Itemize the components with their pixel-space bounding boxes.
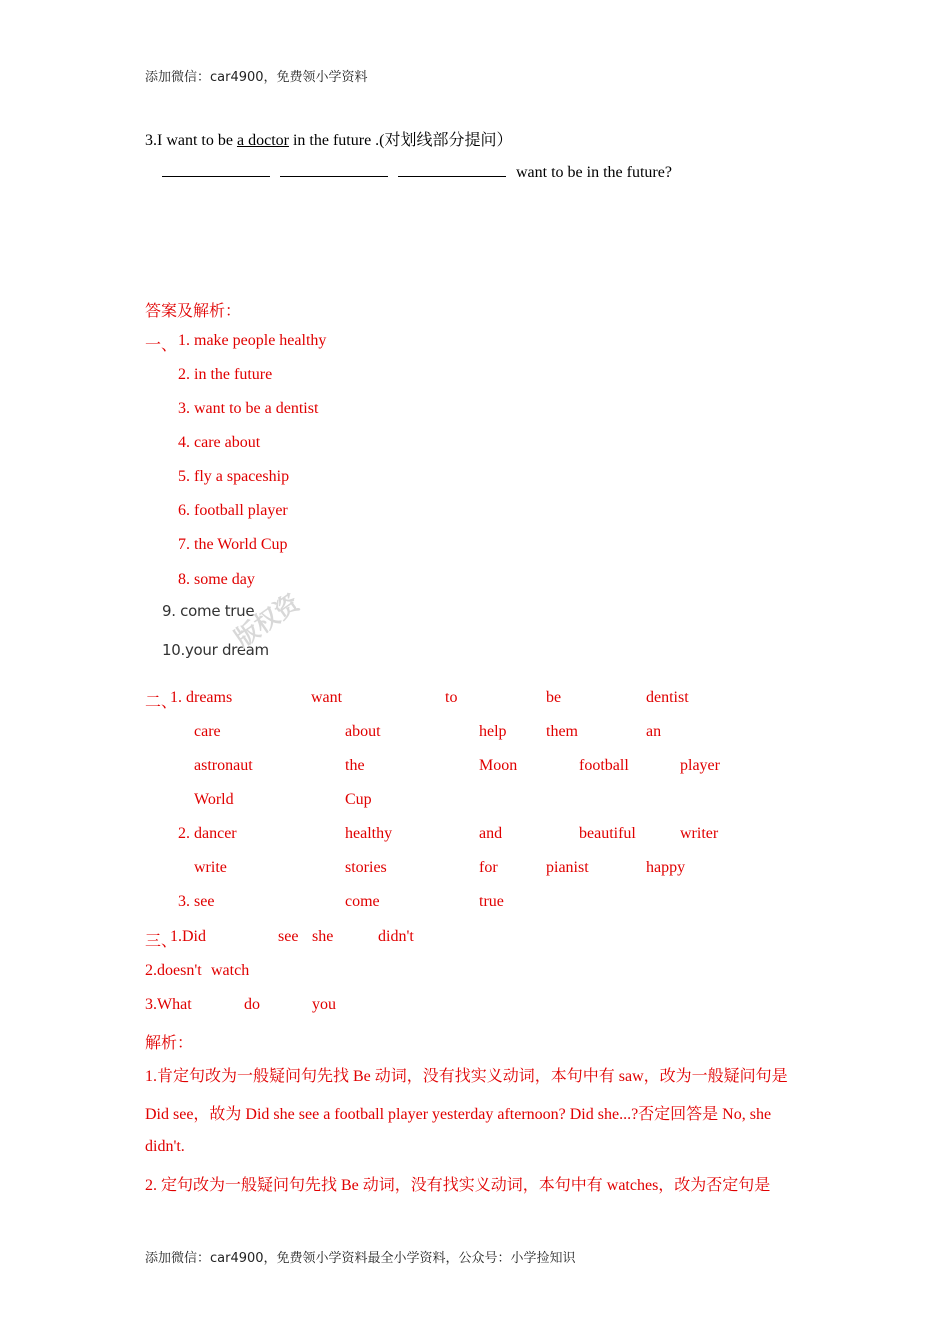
question-3-prefix: 3.I want to be <box>145 132 237 149</box>
page-header: 添加微信：car4900，免费领小学资料 <box>145 70 368 85</box>
question-3-answer-line <box>162 162 672 182</box>
section-2-word: help <box>479 723 507 740</box>
section-2-word: be <box>546 689 562 706</box>
section-1-item: 6. football player <box>178 502 288 519</box>
section-2-word: them <box>546 723 578 740</box>
section-2-label: 二、 <box>145 694 178 711</box>
question-3-underlined: a doctor <box>236 132 289 149</box>
section-2-word: 2. dancer <box>178 825 237 842</box>
section-3-word: didn't <box>378 928 414 945</box>
section-2-word: the <box>345 757 365 774</box>
section-3-label: 三、 <box>145 933 178 950</box>
question-3-suffix: in the future .(对划线部分提问） <box>288 132 513 149</box>
answer-blank-1[interactable] <box>162 162 270 177</box>
section-2-word: want <box>311 689 343 706</box>
section-2-word: pianist <box>546 859 589 876</box>
section-1-item: 1. make people healthy <box>178 332 327 349</box>
section-2-word: writer <box>680 825 719 842</box>
analysis-line: didn't. <box>145 1138 185 1155</box>
question-3 <box>145 127 513 150</box>
section-2-word: care <box>194 723 221 740</box>
section-3-word: 1.Did <box>170 928 206 945</box>
answer-blank-2[interactable] <box>280 162 388 177</box>
section-3-word: 2.doesn't <box>145 962 202 979</box>
section-1-item: 8. some day <box>178 571 255 588</box>
section-2-word: write <box>194 859 227 876</box>
section-2-word: healthy <box>345 825 393 842</box>
section-2-word: for <box>479 859 498 876</box>
section-1-item: 3. want to be a dentist <box>178 400 319 417</box>
section-1-item-image: 10.your dream <box>162 641 269 659</box>
section-2-word: astronaut <box>194 757 253 774</box>
section-1-item: 2. in the future <box>178 366 273 383</box>
section-3-word: do <box>244 996 260 1013</box>
page-footer: 添加微信：car4900，免费领小学资料最全小学资料，公众号：小学捡知识 <box>145 1251 576 1266</box>
section-1-item-image: 9. come true <box>162 602 255 620</box>
answers-title: 答案及解析： <box>145 303 242 320</box>
analysis-line: 1.肯定句改为一般疑问句先找 Be 动词，没有找实义动词，本句中有 saw，改为一般疑问句是 <box>145 1068 788 1085</box>
section-2-word: come <box>345 893 380 910</box>
section-2-word: player <box>680 757 720 774</box>
section-3-word: you <box>312 996 336 1013</box>
section-1-item: 5. fly a spaceship <box>178 468 290 485</box>
section-2-word: beautiful <box>579 825 636 842</box>
section-2-word: an <box>646 723 662 740</box>
section-1-item: 4. care about <box>178 434 261 451</box>
section-3-word: she <box>312 928 334 945</box>
section-3-word: watch <box>211 962 250 979</box>
section-2-word: to <box>445 689 458 706</box>
section-3-word: see <box>278 928 299 945</box>
section-2-word: Cup <box>345 791 372 808</box>
section-2-word: 1. dreams <box>170 689 233 706</box>
section-1-item: 7. the World Cup <box>178 536 288 553</box>
section-3-word: 3.What <box>145 996 192 1013</box>
section-2-word: and <box>479 825 503 842</box>
watermark: 版权资 <box>229 588 305 653</box>
section-1-label: 一、 <box>145 337 178 354</box>
answer-tail: want to be in the future? <box>516 164 672 181</box>
section-2-word: World <box>194 791 234 808</box>
section-2-word: true <box>479 893 504 910</box>
section-2-word: about <box>345 723 381 740</box>
answer-blank-3[interactable] <box>398 162 506 177</box>
analysis-line: 2. 定句改为一般疑问句先找 Be 动词，没有找实义动词，本句中有 watches，改为否定句是 <box>145 1177 771 1194</box>
section-2-word: 3. see <box>178 893 215 910</box>
section-2-word: happy <box>646 859 686 876</box>
analysis-line: Did see，故为 Did she see a football player yesterday afternoon? Did she...?否定回答是 No, she <box>145 1106 772 1123</box>
section-2-word: stories <box>345 859 387 876</box>
section-2-word: Moon <box>479 757 518 774</box>
section-2-word: football <box>579 757 629 774</box>
section-2-word: dentist <box>646 689 689 706</box>
analysis-title: 解析： <box>145 1035 194 1052</box>
